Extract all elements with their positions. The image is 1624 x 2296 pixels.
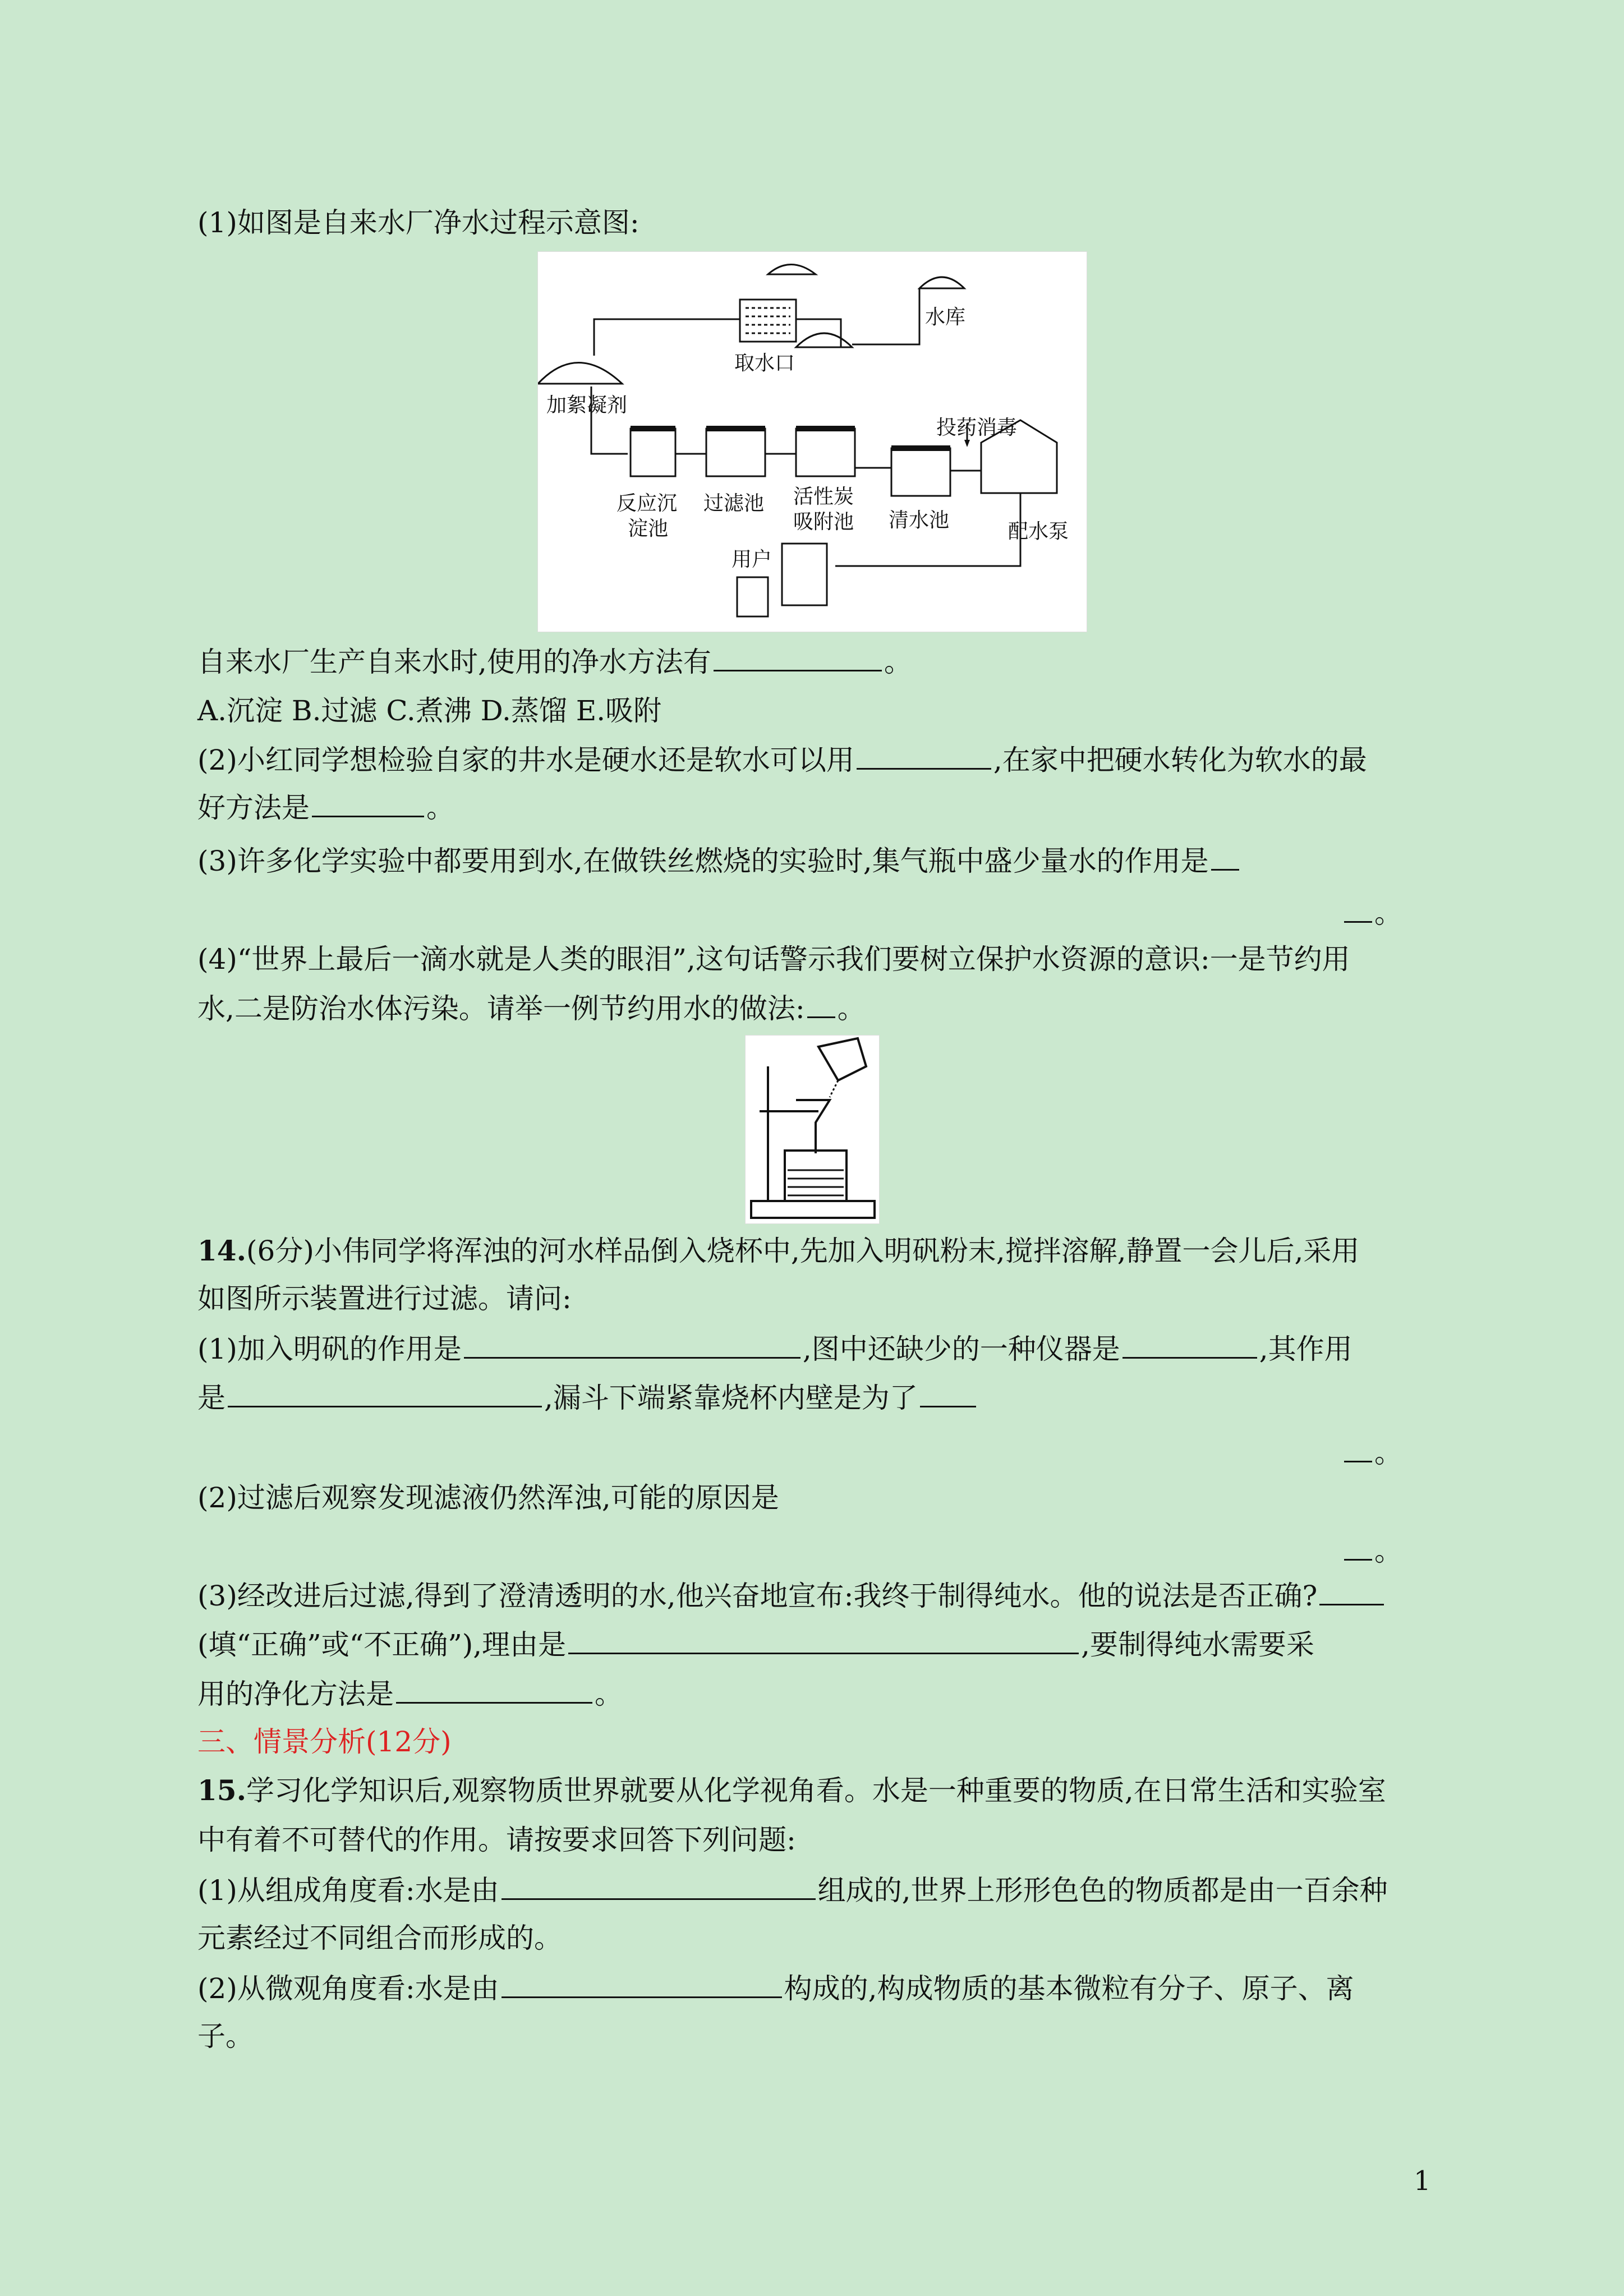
stand-base [751, 1201, 875, 1218]
diagram-pump-label: 配水泵 [1008, 520, 1069, 543]
house [737, 577, 768, 616]
q15-p1-line1: (1)从组成角度看:水是由 组成的,世界上形形色色的物质都是由一百余种 [197, 1874, 1388, 1907]
water-plant-diagram [537, 251, 1087, 632]
answer-blank[interactable] [857, 743, 991, 770]
diagram-filter-label: 过滤池 [703, 492, 765, 515]
q15-intro-line2: 中有着不可替代的作用。请按要求回答下列问题: [197, 1824, 796, 1856]
answer-blank[interactable] [312, 791, 424, 817]
q13-p1-intro: (1)如图是自来水厂净水过程示意图: [197, 206, 640, 239]
answer-blank[interactable] [1211, 844, 1239, 871]
answer-blank[interactable] [228, 1381, 542, 1407]
section-3-heading: 三、情景分析(12分) [197, 1726, 452, 1758]
reaction-tank [631, 429, 675, 476]
diagram-user-label: 用户 [732, 548, 772, 571]
carbon-tank [796, 429, 855, 476]
diagram-coagulant-label: 加絮凝剂 [546, 394, 628, 417]
diagram-reaction-label-2: 淀池 [628, 517, 669, 540]
answer-blank[interactable] [464, 1332, 801, 1359]
answer-blank[interactable] [1344, 896, 1372, 923]
answer-blank[interactable] [1122, 1332, 1257, 1359]
mountain-4 [538, 363, 622, 384]
diagram-intake-label: 取水口 [734, 352, 795, 375]
diagram-disinfect-label: 投药消毒 [936, 416, 1018, 439]
diagram-reservoir-label: 水库 [925, 306, 966, 329]
answer-blank[interactable] [568, 1628, 1079, 1654]
mountain-2 [919, 277, 964, 288]
answer-blank[interactable] [1319, 1579, 1384, 1605]
intake-box [740, 300, 796, 342]
mountain-1 [768, 265, 816, 275]
q13-p2-line2: 好方法是 。 [197, 792, 454, 824]
answer-blank[interactable] [714, 645, 882, 671]
q14-p1-line1: (1)加入明矾的作用是 ,图中还缺少的一种仪器是 ,其作用 [197, 1333, 1352, 1365]
q15-p1-line2: 元素经过不同组合而形成的。 [197, 1922, 562, 1954]
answer-blank[interactable] [1344, 1436, 1372, 1462]
q13-p1-question: 自来水厂生产自来水时,使用的净水方法有 。 [197, 646, 912, 678]
q14-p3-line2: (填“正确”或“不正确”),理由是 ,要制得纯水需要采 [197, 1628, 1315, 1661]
q14-p3-line1: (3)经改进后过滤,得到了澄清透明的水,他兴奋地宣布:我终于制得纯水。他的说法是否正确? [197, 1579, 1386, 1613]
mountain-3 [796, 333, 852, 347]
funnel [796, 1100, 830, 1153]
q13-p4-line1: (4)“世界上最后一滴水就是人类的眼泪”,这句话警示我们要树立保护水资源的意识:一是节约用 [197, 943, 1350, 976]
diagram-clear-label: 清水池 [889, 509, 950, 532]
q14-p2: (2)过滤后观察发现滤液仍然浑浊,可能的原因是 [197, 1481, 779, 1514]
diagram-carbon-label-2: 吸附池 [793, 510, 854, 533]
answer-blank[interactable] [396, 1677, 592, 1704]
q13-p3-end: 。 [1342, 896, 1402, 930]
diagram-reaction-label-1: 反应沉 [617, 492, 678, 515]
q14-p1-end: 。 [1342, 1436, 1402, 1470]
answer-blank[interactable] [502, 1972, 782, 1998]
answer-blank[interactable] [920, 1381, 976, 1407]
q15-intro-line1: 15.学习化学知识后,观察物质世界就要从化学视角看。水是一种重要的物质,在日常生活和实验室 [197, 1774, 1386, 1807]
q13-p3: (3)许多化学实验中都要用到水,在做铁丝燃烧的实验时,集气瓶中盛少量水的作用是 [197, 844, 1241, 878]
q14-intro-line1: 14.(6分)小伟同学将浑浊的河水样品倒入烧杯中,先加入明矾粉末,搅拌溶解,静置一会儿后,采用 [197, 1234, 1360, 1267]
answer-blank[interactable] [1344, 1534, 1372, 1561]
diagram-carbon-label-1: 活性炭 [793, 485, 854, 508]
answer-blank[interactable] [807, 992, 835, 1018]
pouring-beaker [818, 1038, 866, 1080]
q14-p1-line2: 是 ,漏斗下端紧靠烧杯内壁是为了 [197, 1381, 978, 1415]
answer-blank[interactable] [502, 1874, 816, 1900]
q13-p2-line1: (2)小红同学想检验自家的井水是硬水还是软水可以用 ,在家中把硬水转化为软水的最 [197, 744, 1367, 776]
filter-tank [706, 429, 765, 476]
beaker [785, 1151, 846, 1201]
q13-options: A.沉淀 B.过滤 C.煮沸 D.蒸馏 E.吸附 [197, 694, 662, 727]
page-number: 1 [1414, 2165, 1431, 2197]
q13-p4-line2: 水,二是防治水体污染。请举一例节约用水的做法: 。 [197, 992, 866, 1025]
q14-intro-line2: 如图所示装置进行过滤。请问: [197, 1282, 572, 1315]
q15-p2-line1: (2)从微观角度看:水是由 构成的,构成物质的基本微粒有分子、原子、离 [197, 1972, 1354, 2005]
filtration-apparatus-figure [745, 1035, 880, 1224]
building [782, 544, 827, 605]
q14-p2-end: 。 [1342, 1534, 1402, 1568]
q14-p3-line3: 用的净化方法是 。 [197, 1678, 623, 1710]
clear-tank [891, 448, 950, 496]
q15-p2-line2: 子。 [197, 2020, 254, 2053]
